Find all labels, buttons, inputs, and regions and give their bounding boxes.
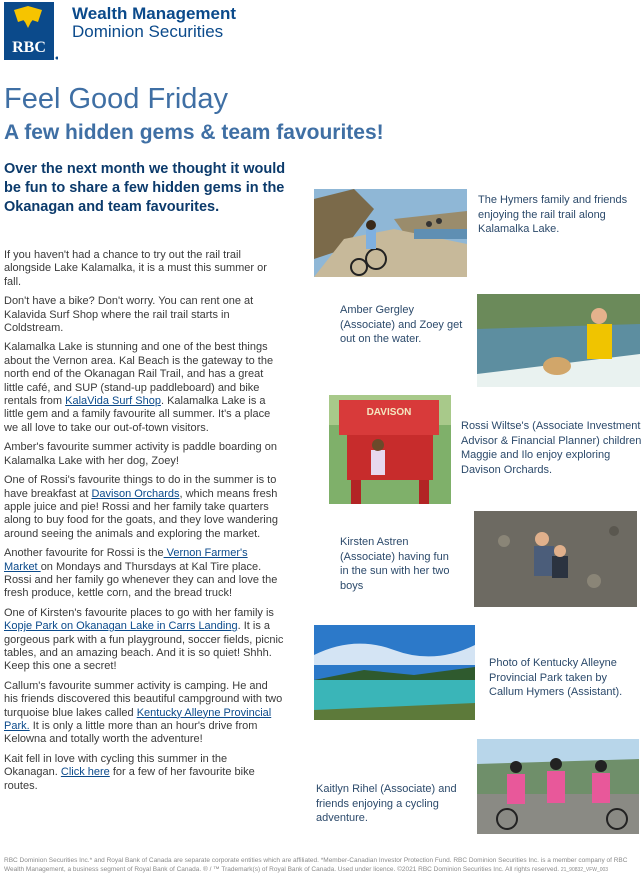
paragraph-rossi-market: [4, 547, 284, 601]
intro-text: Over the next month we thought it would be fun to share a few hidden gems in the Okanagan and team favourites.: [4, 161, 286, 215]
text: One of Rossi's favourite things to do in the summer is to have breakfast at: [4, 474, 277, 500]
text: Callum's favourite summer activity is camping. He and his friends discovered this beautiful campground with two turquoise blue lakes called: [4, 679, 283, 719]
caption-rail-trail: The Hymers family and friends enjoying the rail trail along Kalamalka Lake.: [478, 194, 628, 235]
kentucky-alleyne-link[interactable]: Kentucky Alleyne Provincial Park.: [4, 706, 272, 732]
photo-paddleboard: [477, 294, 640, 387]
photo-davison-chair: [329, 395, 451, 504]
paragraph-amber: Amber's favourite summer activity is paddle boarding on Kalamalka Lake with her dog, Zoey!: [4, 441, 277, 467]
photo-kentucky-alleyne: [314, 625, 475, 720]
kopje-park-link[interactable]: Kopje Park on Okanagan Lake in Carrs Landing: [4, 620, 238, 633]
photo-beach: [474, 511, 637, 607]
photo-cyclists: [477, 739, 639, 834]
paragraph-bike-rental: Don't have a bike? Don't worry. You can rent one at Kalavida Surf Shop where the rail trail starts in Coldstream.: [4, 295, 254, 335]
caption-callum: Photo of Kentucky Alleyne Provincial Park taken by Callum Hymers (Assistant).: [489, 657, 623, 698]
paragraph-kirsten: [4, 607, 284, 674]
paragraph-callum: [4, 680, 284, 747]
farmers-market-link[interactable]: Vernon Farmer's Market: [4, 547, 248, 573]
brand-line-1: Wealth Management: [72, 4, 237, 23]
text: Kalamalka Lake is stunning and one of the best things about the Vernon area. Kal Beach is the gateway to the north end of the Okanagan Rail Trail, and has a great little café, and SUP (stand-up paddleboard) and bike rentals from: [4, 341, 274, 408]
paragraph-kalamalka: [4, 341, 284, 435]
legal-footer: [4, 857, 640, 874]
rbc-logo: [4, 2, 58, 62]
text: . It is a gorgeous park with a fun playground, soccer fields, picnic tables, and an amazing beach. And it is so quiet! Shhh. Keep this one a secret!: [4, 620, 284, 673]
logo-text: RBC: [12, 39, 46, 56]
text: Another favourite for Rossi is the: [4, 547, 164, 560]
text: It is only a little more than an hour's drive from Kelowna and totally worth the adventure!: [4, 720, 258, 746]
text: Kait fell in love with cycling this summer in the Okanagan.: [4, 752, 228, 779]
legal-text: RBC Dominion Securities Inc.* and Royal Bank of Canada are separate corporate entities which are affiliated. *Member-Canadian Investor Protection Fund. RBC Dominion Securities Inc. is a member company of RBC Wealth Management, a business segment of Royal Bank of Canada. ® / ™ Trademark(s) of Royal Bank of Canada. Used under licence. ©2021 RBC Dominion Securities Inc. All rights reserved.: [4, 857, 628, 873]
kalavida-link[interactable]: KalaVida Surf Shop: [65, 395, 161, 408]
davison-orchards-link[interactable]: Davison Orchards: [91, 487, 180, 500]
caption-kirsten: Kirsten Astren (Associate) having fun in the sun with her two boys: [340, 536, 450, 592]
caption-kaitlyn: Kaitlyn Rihel (Associate) and friends enjoying a cycling adventure.: [316, 783, 457, 824]
text: , which means fresh apple juice and pie! Rossi and her family take quarters along to buy food for the goats, and they love wandering around seeing the animals and exploring the market.: [4, 487, 278, 540]
brand-line-2: Dominion Securities: [72, 22, 224, 41]
footer-code: 21_90832_VFW_003: [560, 866, 609, 873]
article-body: [4, 249, 284, 799]
text: . Kalamalka Lake is a little gem and a family favourite all summer. It's a place we all love to take our out-of-town visitors.: [4, 395, 271, 434]
page-subtitle: A few hidden gems & team favourites!: [4, 121, 384, 144]
click-here-link[interactable]: Click here: [60, 766, 110, 779]
caption-amber: Amber Gergley (Associate) and Zoey get out on the water.: [340, 304, 463, 345]
davison-sign-text: DAVISON: [366, 407, 412, 418]
photo-rail-trail: [314, 189, 467, 277]
text: One of Kirsten's favourite places to go with her family is: [4, 606, 274, 619]
text: for a few of her favourite bike routes.: [4, 766, 255, 792]
page-title: Feel Good Friday: [4, 83, 229, 115]
paragraph-rossi-orchards: [4, 474, 284, 541]
paragraph-kait: [4, 753, 284, 793]
caption-rossi: Rossi Wiltse's (Associate Investment Advisor & Financial Planner) children Maggie and Ilo enjoy exploring Davison Orchards.: [461, 420, 642, 476]
paragraph-rail-trail: If you haven't had a chance to try out the rail trail alongside Lake Kalamalka, it is a must this summer or fall.: [4, 249, 267, 288]
text: on Mondays and Thursdays at Kal Tire place. Rossi and her family go whenever they can and love the fresh produce, kettle corn, and the bread truck!: [4, 560, 278, 600]
